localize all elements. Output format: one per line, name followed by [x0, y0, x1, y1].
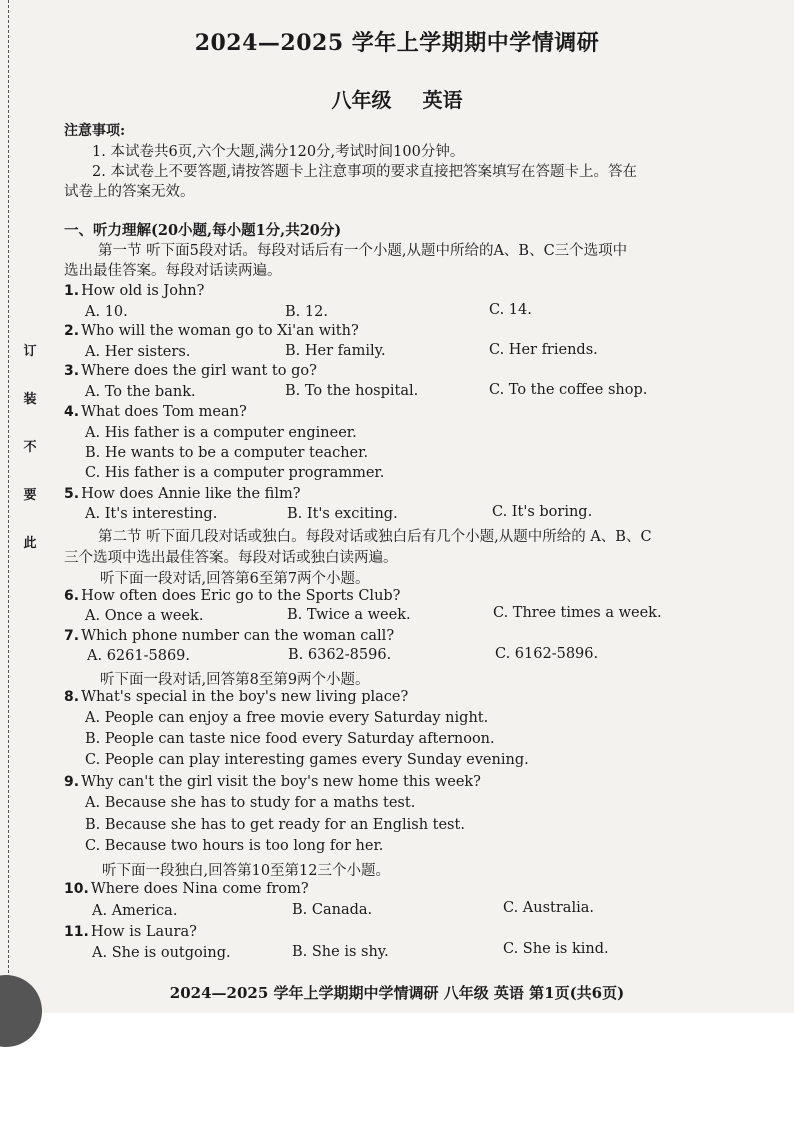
part2-intro: 第二节 听下面几段对话或独白。每段对话或独白后有几个小题,从题中所给的 A、B、C [98, 529, 652, 545]
page-subtitle [0, 84, 794, 113]
option: C. His father is a computer programmer. [85, 465, 385, 481]
binding-dashed-line [8, 0, 9, 1013]
question-number: 3. [64, 363, 80, 379]
question-stem: 6. How often does Eric go to the Sports Club? [64, 588, 401, 604]
question-stem: 7. Which phone number can the woman call? [64, 628, 395, 644]
question-number: 7. [64, 628, 80, 644]
binding-margin-text: 订 装 不 要 此 [23, 344, 37, 551]
option: C. People can play interesting games every Sunday evening. [85, 752, 529, 768]
option: C. 6162-5896. [495, 646, 599, 662]
option: A. To the bank. [85, 384, 196, 400]
notes-item: 试卷上的答案无效。 [64, 184, 195, 200]
question-stem: 3. Where does the girl want to go? [64, 363, 317, 379]
option: A. America. [92, 903, 178, 919]
option: B. 6362-8596. [288, 647, 392, 663]
option: C. Her friends. [489, 342, 598, 358]
option: A. Because she has to study for a maths test. [85, 795, 416, 811]
section-heading: 一、听力理解(20小题,每小题1分,共20分) [64, 222, 342, 239]
option: A. 6261-5869. [87, 648, 191, 664]
page-footer: 2024—2025 学年上学期期中学情调研 八年级 英语 第1页(共6页) [169, 984, 625, 1002]
option: A. Once a week. [85, 608, 204, 624]
question-stem: 8. What's special in the boy's new living place? [64, 689, 409, 705]
option: B. Her family. [285, 343, 386, 359]
option: B. It's exciting. [287, 506, 398, 522]
part2-intro: 三个选项中选出最佳答案。每段对话或独白读两遍。 [64, 550, 398, 566]
option: A. His father is a computer engineer. [85, 425, 357, 441]
question-number: 2. [64, 323, 80, 339]
option: C. Because two hours is too long for her. [85, 838, 384, 854]
sub-intro: 听下面一段对话,回答第8至第9两个小题。 [100, 672, 370, 688]
option: A. People can enjoy a free movie every Saturday night. [85, 710, 489, 726]
option: A. Her sisters. [85, 344, 191, 360]
question-number: 5. [64, 486, 80, 502]
option: B. He wants to be a computer teacher. [85, 445, 369, 461]
option: B. Twice a week. [287, 607, 411, 623]
option: B. She is shy. [292, 944, 389, 960]
option: C. She is kind. [503, 941, 609, 957]
option: B. 12. [285, 304, 328, 320]
subject-label: 英语 [422, 88, 463, 112]
sub-intro: 听下面一段独白,回答第10至第12三个小题。 [102, 863, 391, 879]
question-stem: 4. What does Tom mean? [64, 404, 247, 420]
grade-label: 八年级 [331, 88, 392, 112]
option: C. It's boring. [492, 504, 593, 520]
page-title: 2024—2025 学年上学期期中学情调研 [194, 30, 600, 56]
question-number: 1. [64, 283, 80, 299]
option: B. Canada. [292, 902, 373, 918]
question-stem: 10. Where does Nina come from? [64, 881, 309, 897]
question-number: 4. [64, 404, 80, 420]
notes-item: 2. 本试卷上不要答题,请按答题卡上注意事项的要求直接把答案填写在答题卡上。答在 [92, 164, 638, 180]
option: A. It's interesting. [85, 506, 218, 522]
question-number: 8. [64, 689, 80, 705]
part1-intro: 第一节 听下面5段对话。每段对话后有一个小题,从题中所给的A、B、C三个选项中 [98, 243, 628, 259]
question-number: 9. [64, 774, 80, 790]
option: B. To the hospital. [285, 383, 419, 399]
notes-item: 1. 本试卷共6页,六个大题,满分120分,考试时间100分钟。 [92, 144, 465, 160]
question-number: 10. [64, 881, 89, 897]
option: A. She is outgoing. [92, 945, 231, 961]
option: C. To the coffee shop. [489, 382, 648, 398]
question-stem: 11. How is Laura? [64, 924, 197, 940]
sub-intro: 听下面一段对话,回答第6至第7两个小题。 [100, 571, 370, 587]
question-stem: 1. How old is John? [64, 283, 205, 299]
option: A. 10. [85, 304, 128, 320]
question-number: 11. [64, 924, 89, 940]
part1-intro: 选出最佳答案。每段对话读两遍。 [64, 263, 282, 279]
question-number: 6. [64, 588, 80, 604]
option: C. Australia. [503, 900, 594, 916]
option: B. Because she has to get ready for an English test. [85, 817, 465, 833]
option: B. People can taste nice food every Saturday afternoon. [85, 731, 495, 747]
option: C. Three times a week. [493, 605, 662, 621]
question-stem: 9. Why can't the girl visit the boy's new home this week? [64, 774, 481, 790]
question-stem: 2. Who will the woman go to Xi'an with? [64, 323, 359, 339]
option: C. 14. [489, 302, 532, 318]
notes-title: 注意事项: [64, 123, 126, 139]
question-stem: 5. How does Annie like the film? [64, 486, 301, 502]
